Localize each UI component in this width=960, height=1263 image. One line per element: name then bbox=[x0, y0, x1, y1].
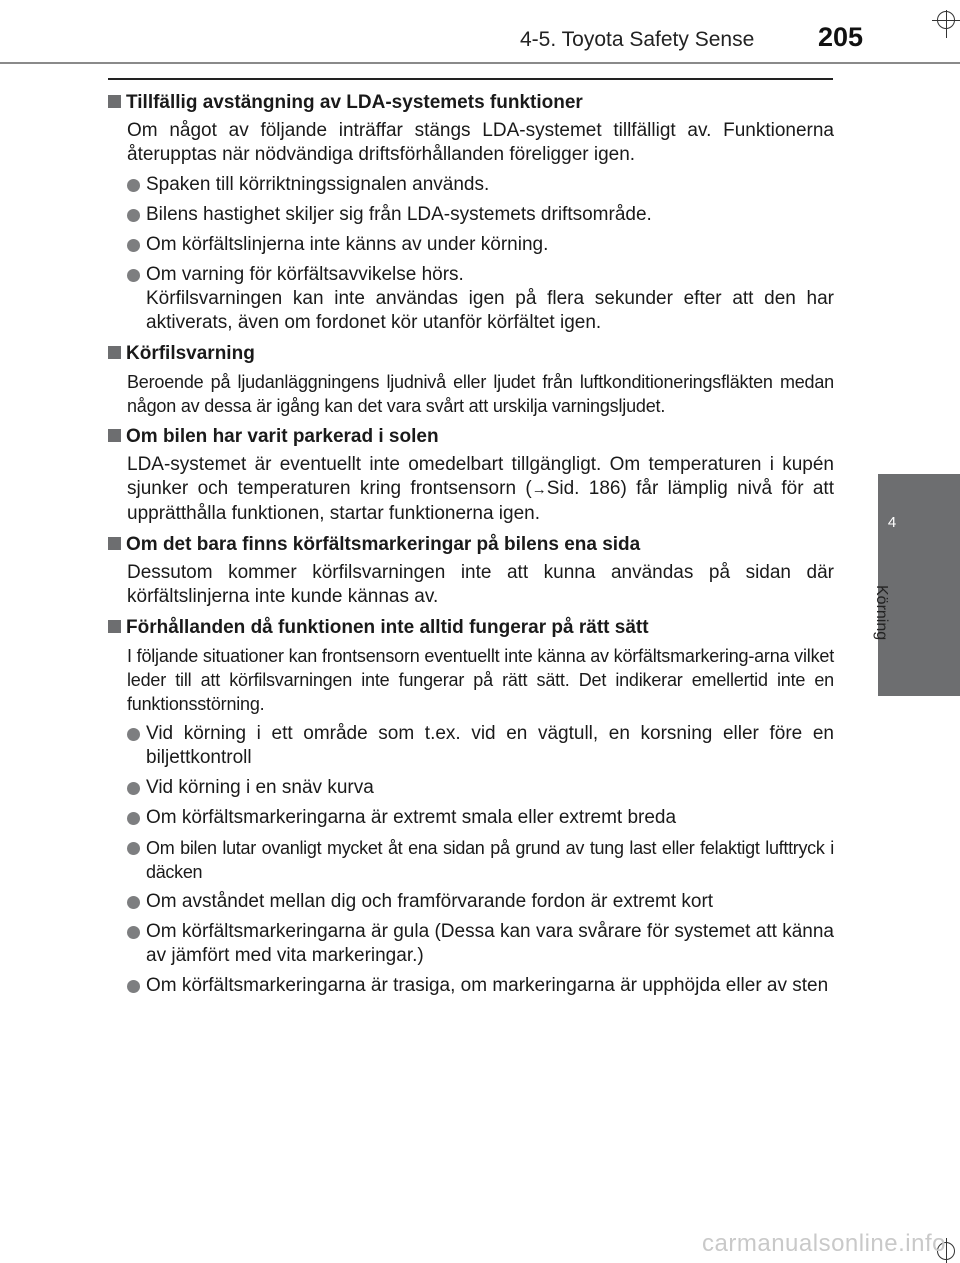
watermark: carmanualsonline.info bbox=[702, 1230, 946, 1257]
section-paragraph: LDA-systemet är eventuellt inte omedelbart tillgängligt. Om temperaturen i kupén sjunker och temperaturen kring frontsensorn (→Sid. 186) får lämplig nivå för att upprätthålla funktionen, startar funktionerna igen. bbox=[127, 454, 834, 524]
square-bullet-icon bbox=[108, 537, 121, 550]
square-bullet-icon bbox=[108, 429, 121, 442]
running-header-title: 4-5. Toyota Safety Sense bbox=[520, 28, 755, 51]
round-bullet-icon bbox=[127, 812, 140, 825]
section-paragraph: Om något av följande inträffar stängs LDA-systemet tillfälligt av. Funktionerna återupptas när nödvändiga driftsförhållanden föreligger igen. bbox=[127, 120, 834, 165]
section-heading: Om det bara finns körfältsmarkeringar på bilens ena sida bbox=[108, 532, 834, 558]
list-item: Om körfältslinjerna inte känns av under körning. bbox=[127, 233, 834, 257]
round-bullet-icon bbox=[127, 179, 140, 192]
header-rule bbox=[0, 62, 960, 64]
round-bullet-icon bbox=[127, 782, 140, 795]
page-reference-link[interactable]: Sid. 186) får lämplig nivå för att upprätthålla funktionen, startar funktionerna igen. bbox=[127, 478, 834, 524]
square-bullet-icon bbox=[108, 95, 121, 108]
list-item: Spaken till körriktningssignalen används. bbox=[127, 173, 834, 197]
list-item: Vid körning i ett område som t.ex. vid en vägtull, en korsning eller före en biljettkontroll bbox=[127, 722, 834, 770]
content-top-rule bbox=[108, 78, 833, 80]
round-bullet-icon bbox=[127, 896, 140, 909]
list-item: Om körfältsmarkeringarna är trasiga, om markeringarna är upphöjda eller av sten bbox=[127, 974, 834, 998]
chapter-number: 4 bbox=[887, 514, 897, 531]
section-heading: Körfilsvarning bbox=[108, 341, 834, 367]
round-bullet-icon bbox=[127, 239, 140, 252]
round-bullet-icon bbox=[127, 980, 140, 993]
list-item: Om körfältsmarkeringarna är gula (Dessa kan vara svårare för systemet att känna av jämfört med vita markeringar.) bbox=[127, 920, 834, 968]
round-bullet-icon bbox=[127, 209, 140, 222]
round-bullet-icon bbox=[127, 728, 140, 741]
page-content bbox=[108, 90, 834, 1004]
page-number: 205 bbox=[818, 22, 864, 52]
list-item: Om bilen lutar ovanligt mycket åt ena sidan på grund av tung last eller felaktigt lufttryck i däcken bbox=[127, 836, 834, 884]
list-item: Bilens hastighet skiljer sig från LDA-systemets driftsområde. bbox=[127, 203, 834, 227]
list-item: Om avståndet mellan dig och framförvarande fordon är extremt kort bbox=[127, 890, 834, 914]
chapter-tab bbox=[878, 474, 960, 696]
section-paragraph: Beroende på ljudanläggningens ljudnivå eller ljudet från luftkonditioneringsfläkten medan någon av dessa är igång kan det vara svårt att urskilja varningsljudet. bbox=[127, 372, 834, 416]
section-heading: Förhållanden då funktionen inte alltid fungerar på rätt sätt bbox=[108, 615, 834, 641]
round-bullet-icon bbox=[127, 269, 140, 282]
chapter-label: Körning bbox=[873, 585, 890, 641]
list-item: Om varning för körfältsavvikelse hörs. Körfilsvarningen kan inte användas igen på flera sekunder efter att den har aktiverats, även om fordonet kör utanför körfältet igen. bbox=[127, 263, 834, 335]
section-heading: Om bilen har varit parkerad i solen bbox=[108, 424, 834, 450]
round-bullet-icon bbox=[127, 926, 140, 939]
square-bullet-icon bbox=[108, 346, 121, 359]
round-bullet-icon bbox=[127, 842, 140, 855]
section-paragraph: Dessutom kommer körfilsvarningen inte att kunna användas på sidan där körfältslinjerna inte kunde kännas av. bbox=[127, 562, 834, 607]
section-paragraph: I följande situationer kan frontsensorn eventuellt inte känna av körfältsmarkering-arna vilket leder till att körfilsvarningen inte fungerar på rätt sätt. Det indikerar emellertid inte en funktionsstörning. bbox=[127, 646, 834, 714]
list-item: Om körfältsmarkeringarna är extremt smala eller extremt breda bbox=[127, 806, 834, 830]
list-item: Vid körning i en snäv kurva bbox=[127, 776, 834, 800]
arrow-right-icon: → bbox=[531, 481, 547, 498]
square-bullet-icon bbox=[108, 620, 121, 633]
section-heading: Tillfällig avstängning av LDA-systemets funktioner bbox=[108, 90, 834, 116]
